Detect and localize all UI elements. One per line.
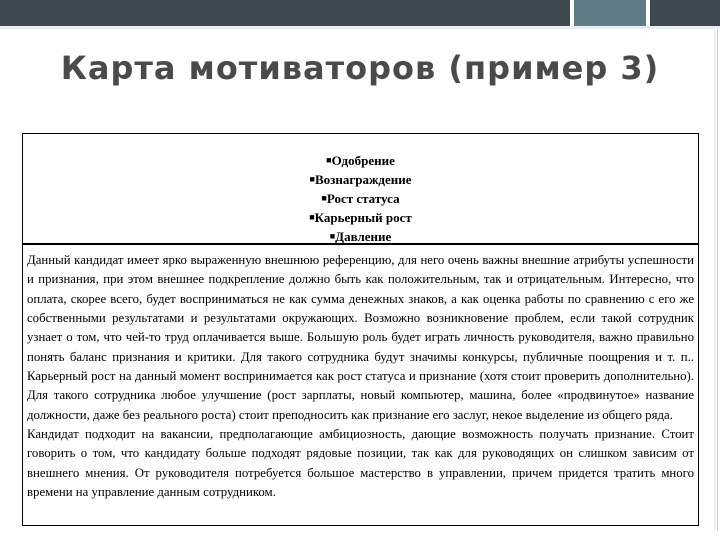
- square-bullet-icon: ■: [309, 174, 315, 184]
- description-cell: [22, 244, 699, 526]
- list-item: ■Одобрение: [326, 153, 395, 168]
- header-stripe: [650, 0, 720, 26]
- square-bullet-icon: ■: [326, 155, 332, 165]
- motivator-list: [23, 134, 698, 246]
- list-item: ■Давление: [329, 229, 392, 244]
- list-item: ■Карьерный рост: [309, 210, 412, 225]
- square-bullet-icon: ■: [321, 193, 327, 203]
- side-rule: [717, 30, 718, 530]
- header-band: [0, 0, 720, 26]
- list-item: ■Рост статуса: [321, 191, 400, 206]
- header-stripe: [0, 0, 570, 26]
- motivator-list-cell: [22, 133, 699, 244]
- list-item: ■Вознаграждение: [309, 172, 412, 187]
- square-bullet-icon: ■: [309, 212, 315, 222]
- header-divider: [0, 26, 720, 29]
- side-rule: [714, 30, 716, 530]
- description-paragraph: Кандидат подходит на вакансии, предполагающие амбициозность, дающие возможность получать признание. Стоит говорить о том, что кандидату больше подходят рядовые позиции, так как для руководящих он слишком зависим от внешнего мнения. От руководителя потребуется большое мастерство в управлении, причем придется тратить много времени на управление данным сотрудником.: [27, 427, 694, 500]
- page-title: Карта мотиваторов (пример 3): [60, 49, 660, 87]
- square-bullet-icon: ■: [329, 231, 336, 241]
- header-stripe-accent: [574, 0, 646, 26]
- description-paragraph: Данный кандидат имеет ярко выраженную внешнюю референцию, для него очень важны внешние атрибуты успешности и признания, при этом внешнее подкрепление должно быть как положительным, так и отрицательным. Интересно, что оплата, скорее всего, будет восприниматься не как сумма денежных знаков, а как оценка работы по сравнению с его же собственными результатами и результатами окружающих. Возможно возникновение проблем, если такой сотрудник узнает о том, что чей-то труд оплачивается выше. Большую роль будет играть личность руководителя, важно правильно понять баланс признания и критики. Для такого сотрудника будут значимы конкурсы, публичные поощрения и т. п.. Карьерный рост на данный момент воспринимается как рост статуса и признание (хотя стоит проверить дополнительно). Для такого сотрудника любое улучшение (рост зарплаты, новый компьютер, машина, более «продвинутое» название должности, даже без реального роста) стоит преподносить как признание его заслуг, некое выделение из общего ряда.: [27, 253, 694, 422]
- content-table: [22, 133, 699, 525]
